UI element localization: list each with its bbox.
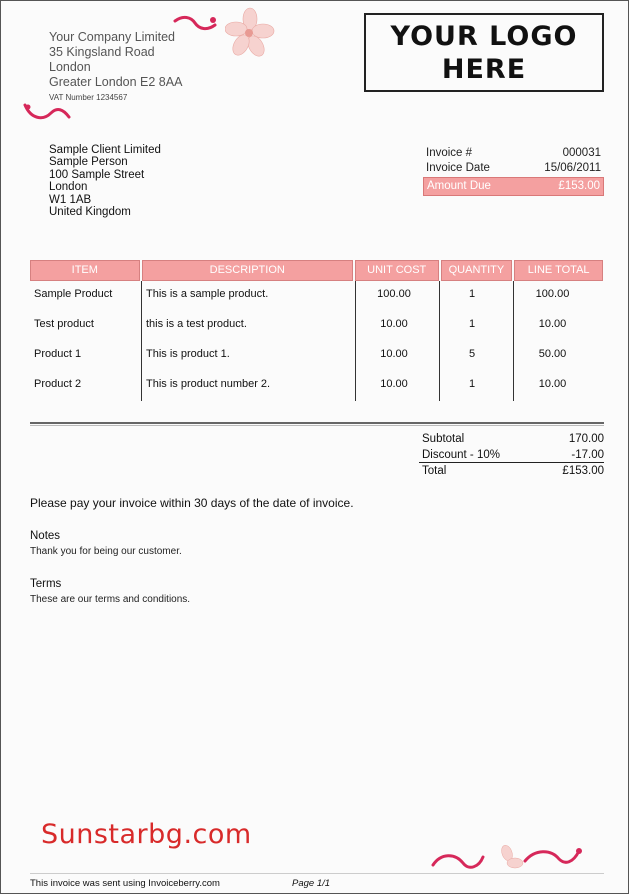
table-row (30, 341, 603, 371)
invoice-date-value: 15/06/2011 (544, 162, 601, 174)
cell-description: this is a test product. (146, 318, 247, 330)
logo-placeholder (364, 13, 604, 92)
invoice-date-label: Invoice Date (426, 162, 490, 174)
payment-instructions: Please pay your invoice within 30 days of the date of invoice. (30, 496, 354, 510)
invoice-number-row (423, 146, 604, 161)
amount-due-label: Amount Due (427, 180, 491, 192)
client-line: United Kingdom (49, 206, 131, 219)
cell-item: Product 2 (34, 378, 82, 390)
totals-block (419, 431, 604, 479)
cell-quantity: 1 (468, 318, 476, 330)
header-description: DESCRIPTION (142, 260, 353, 281)
company-city: London (49, 60, 91, 74)
subtotal-row (419, 431, 604, 447)
table-header (30, 260, 603, 281)
logo-line-2: HERE (441, 53, 527, 85)
table-row (30, 311, 603, 341)
cell-unit-cost: 10.00 (380, 348, 408, 360)
header-line-total: LINE TOTAL (514, 260, 603, 281)
page-footer (30, 873, 604, 891)
cell-description: This is product number 2. (146, 378, 271, 390)
cell-unit-cost: 10.00 (380, 318, 408, 330)
table-divider (30, 425, 604, 426)
client-line: 100 Sample Street (49, 168, 145, 181)
logo-line-1: YOUR LOGO (390, 20, 578, 52)
column-divider (513, 281, 514, 401)
cell-line-total: 10.00 (538, 318, 567, 330)
watermark-text: Sunstarbg.com (41, 819, 252, 850)
company-address: 35 Kingsland Road (49, 45, 155, 59)
cell-item: Test product (34, 318, 94, 330)
invoice-date-row (423, 161, 604, 176)
client-block (49, 144, 161, 218)
invoice-meta (423, 146, 604, 196)
client-line: W1 1AB (49, 193, 92, 206)
cell-item: Sample Product (34, 288, 113, 300)
cell-description: This is a sample product. (146, 288, 269, 300)
cell-line-total: 10.00 (538, 378, 567, 390)
header-item: ITEM (30, 260, 140, 281)
footer-page-number: Page 1/1 (292, 878, 331, 889)
total-value: £153.00 (562, 465, 604, 477)
table-body (30, 281, 603, 403)
cell-quantity: 5 (468, 348, 476, 360)
cell-item: Product 1 (34, 348, 82, 360)
client-line: Sample Person (49, 156, 128, 169)
discount-label: Discount - 10% (422, 449, 500, 461)
cell-line-total: 100.00 (535, 288, 570, 300)
invoice-number-label: Invoice # (426, 147, 473, 159)
discount-row (419, 447, 604, 463)
column-divider (141, 281, 142, 401)
notes-text: Thank you for being our customer. (30, 546, 182, 557)
flourish-ornament-icon (173, 15, 219, 35)
header-quantity: QUANTITY (441, 260, 513, 281)
client-line: London (49, 181, 88, 194)
cell-quantity: 1 (468, 378, 476, 390)
client-line: Sample Client Limited (49, 144, 161, 156)
amount-due-value: £153.00 (558, 180, 600, 192)
cell-unit-cost: 100.00 (377, 288, 411, 300)
company-name: Your Company Limited (49, 30, 175, 44)
company-region: Greater London E2 8AA (49, 75, 183, 89)
company-block (49, 30, 182, 104)
company-vat: VAT Number 1234567 (49, 93, 128, 102)
subtotal-label: Subtotal (422, 433, 465, 445)
line-items-table (30, 260, 603, 403)
flower-ornament-icon (225, 7, 275, 59)
cell-quantity: 1 (468, 288, 476, 300)
invoice-number-value: 000031 (562, 147, 601, 159)
flourish-ornament-icon (429, 843, 589, 875)
amount-due-row (423, 177, 604, 196)
column-divider (355, 281, 356, 401)
footer-sent-using: This invoice was sent using Invoiceberry.com (30, 878, 220, 889)
total-label: Total (422, 465, 447, 477)
table-row (30, 371, 603, 401)
discount-value: -17.00 (571, 449, 604, 461)
terms-text: These are our terms and conditions. (30, 594, 191, 605)
table-divider (30, 422, 604, 424)
terms-heading: Terms (30, 578, 62, 590)
subtotal-value: 170.00 (568, 433, 604, 445)
header-unit-cost: UNIT COST (355, 260, 439, 281)
table-row (30, 281, 603, 311)
notes-heading: Notes (30, 530, 61, 542)
cell-description: This is product 1. (146, 348, 230, 360)
column-divider (439, 281, 440, 401)
total-row (419, 463, 604, 479)
flourish-ornament-icon (23, 101, 71, 123)
cell-line-total: 50.00 (538, 348, 567, 360)
cell-unit-cost: 10.00 (380, 378, 408, 390)
